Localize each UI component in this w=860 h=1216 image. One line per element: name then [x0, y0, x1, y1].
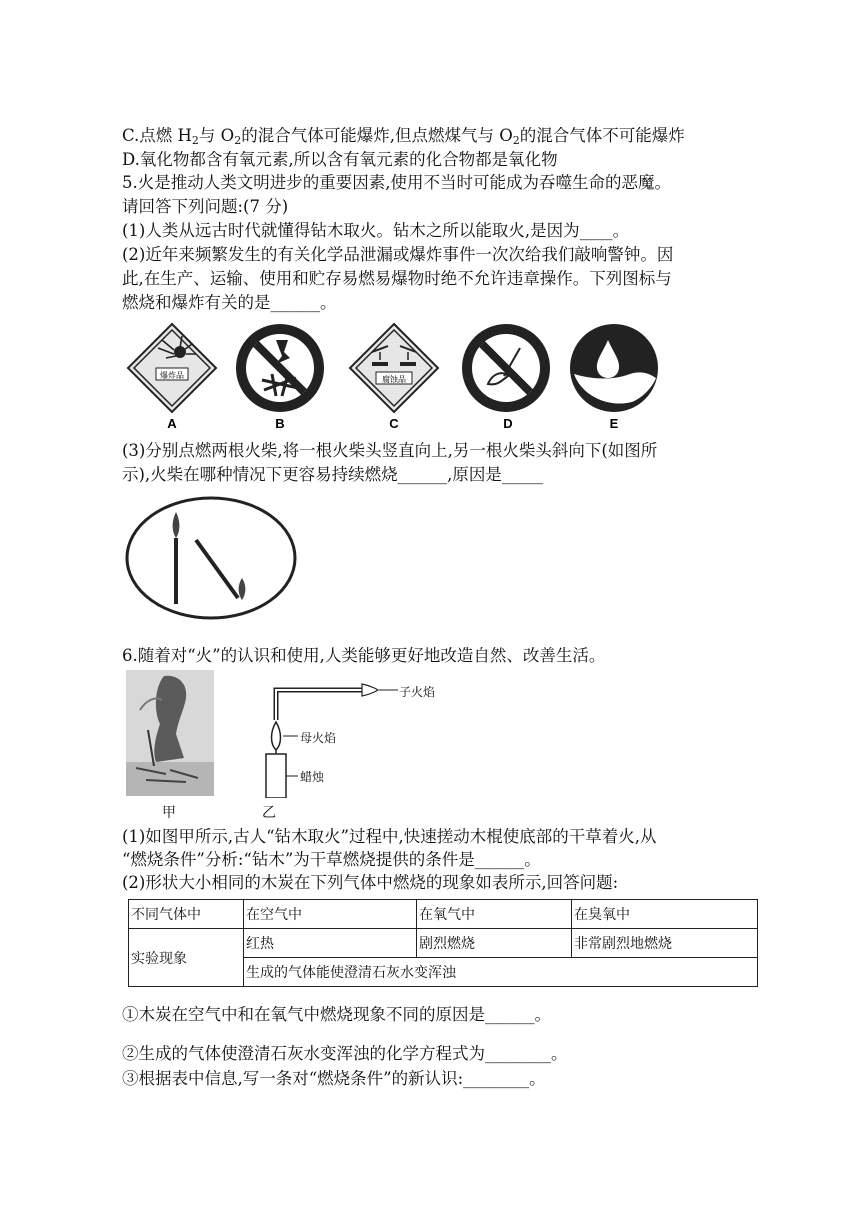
- safety-icons-figure: [122, 318, 672, 434]
- explosive-label: 爆炸品: [160, 371, 184, 380]
- q5-part3-line2: 示),火柴在哪种情况下更容易持续燃烧______,原因是_____: [122, 465, 544, 484]
- explosive-diamond-icon: [128, 324, 216, 431]
- corrosive-label: 腐蚀品: [382, 375, 406, 384]
- subscript: 2: [512, 134, 520, 147]
- q6-sub1: ①木炭在空气中和在氧气中燃烧现象不同的原因是______。: [122, 1005, 551, 1024]
- figure-jia-caption: 甲: [162, 805, 176, 821]
- table-cell: 剧烈燃烧: [417, 929, 572, 958]
- option-d: D.氧化物都含有氧元素,所以含有氧元素的化合物都是氧化物: [122, 150, 558, 169]
- table-merged-cell: 生成的气体能使澄清石灰水变浑浊: [244, 958, 758, 987]
- matches-figure: [124, 494, 300, 622]
- q5-part1: (1)人类从远古时代就懂得钻木取火。钻木之所以能取火,是因为____。: [122, 221, 630, 240]
- q6-part1-line2: “燃烧条件”分析:“钻木”为干草燃烧提供的条件是______。: [122, 850, 541, 869]
- option-c-text: 的混合气体可能爆炸,但点燃煤气与 O: [241, 126, 513, 145]
- table-header-cell: 在空气中: [244, 900, 417, 929]
- option-c-text: C.点燃 H: [122, 126, 192, 145]
- corrosive-diamond-icon: [350, 324, 438, 431]
- table-header-cell: 在臭氧中: [572, 900, 758, 929]
- table-row: [129, 929, 758, 958]
- icon-letter-d: D: [503, 416, 513, 431]
- label-child-flame: 子火焰: [399, 685, 436, 699]
- subscript: 2: [191, 134, 199, 147]
- q5-part2-line2: 此,在生产、运输、使用和贮存易燃易爆物时绝不允许违章操作。下列图标与: [122, 269, 672, 288]
- no-firewood-icon: [236, 324, 324, 431]
- q6-part2: (2)形状大小相同的木炭在下列气体中燃烧的现象如表所示,回答问题:: [122, 873, 619, 892]
- table-header-cell: 不同气体中: [129, 900, 244, 929]
- figure-yi-caption: 乙: [262, 805, 276, 821]
- fire-drilling-figure: [126, 670, 214, 796]
- label-mother-flame: 母火焰: [300, 731, 337, 745]
- q5-intro-line2: 请回答下列问题:(7 分): [122, 197, 289, 216]
- label-candle: 蜡烛: [300, 770, 325, 784]
- table-row: [129, 900, 758, 929]
- table-cell: 红热: [244, 929, 417, 958]
- q6-sub3: ③根据表中信息,写一条对“燃烧条件”的新认识:________。: [122, 1069, 546, 1088]
- subscript: 2: [234, 134, 242, 147]
- combustion-table: [128, 899, 758, 987]
- table-header-cell: 在氧气中: [417, 900, 572, 929]
- q5-part3-line1: (3)分别点燃两根火柴,将一根火柴头竖直向上,另一根火柴头斜向下(如图所: [122, 441, 658, 460]
- q5-part2-line1: (2)近年来频繁发生的有关化学品泄漏或爆炸事件一次次给我们敲响警钟。因: [122, 245, 674, 264]
- icon-letter-b: B: [275, 416, 285, 431]
- water-drop-icon: [570, 324, 658, 431]
- icon-letter-c: C: [389, 416, 399, 431]
- q6-sub2: ②生成的气体使澄清石灰水变浑浊的化学方程式为________。: [122, 1044, 568, 1063]
- option-c-text: 与 O: [198, 126, 235, 145]
- icon-letter-e: E: [609, 416, 619, 431]
- q5-intro-line1: 5.火是推动人类文明进步的重要因素,使用不当时可能成为吞噬生命的恶魔。: [122, 173, 671, 192]
- icon-letter-a: A: [167, 416, 177, 431]
- table-row-label: 实验现象: [129, 929, 244, 987]
- q6-intro: 6.随着对“火”的认识和使用,人类能够更好地改造自然、改善生活。: [122, 646, 606, 665]
- option-c-text: 的混合气体不可能爆炸: [519, 126, 685, 145]
- table-cell: 非常剧烈地燃烧: [572, 929, 758, 958]
- q5-part2-line3: 燃烧和爆炸有关的是______。: [122, 293, 337, 312]
- q6-part1-line1: (1)如图甲所示,古人“钻木取火”过程中,快速搓动木棍使底部的干草着火,从: [122, 827, 657, 846]
- no-fireworks-icon: [462, 324, 550, 431]
